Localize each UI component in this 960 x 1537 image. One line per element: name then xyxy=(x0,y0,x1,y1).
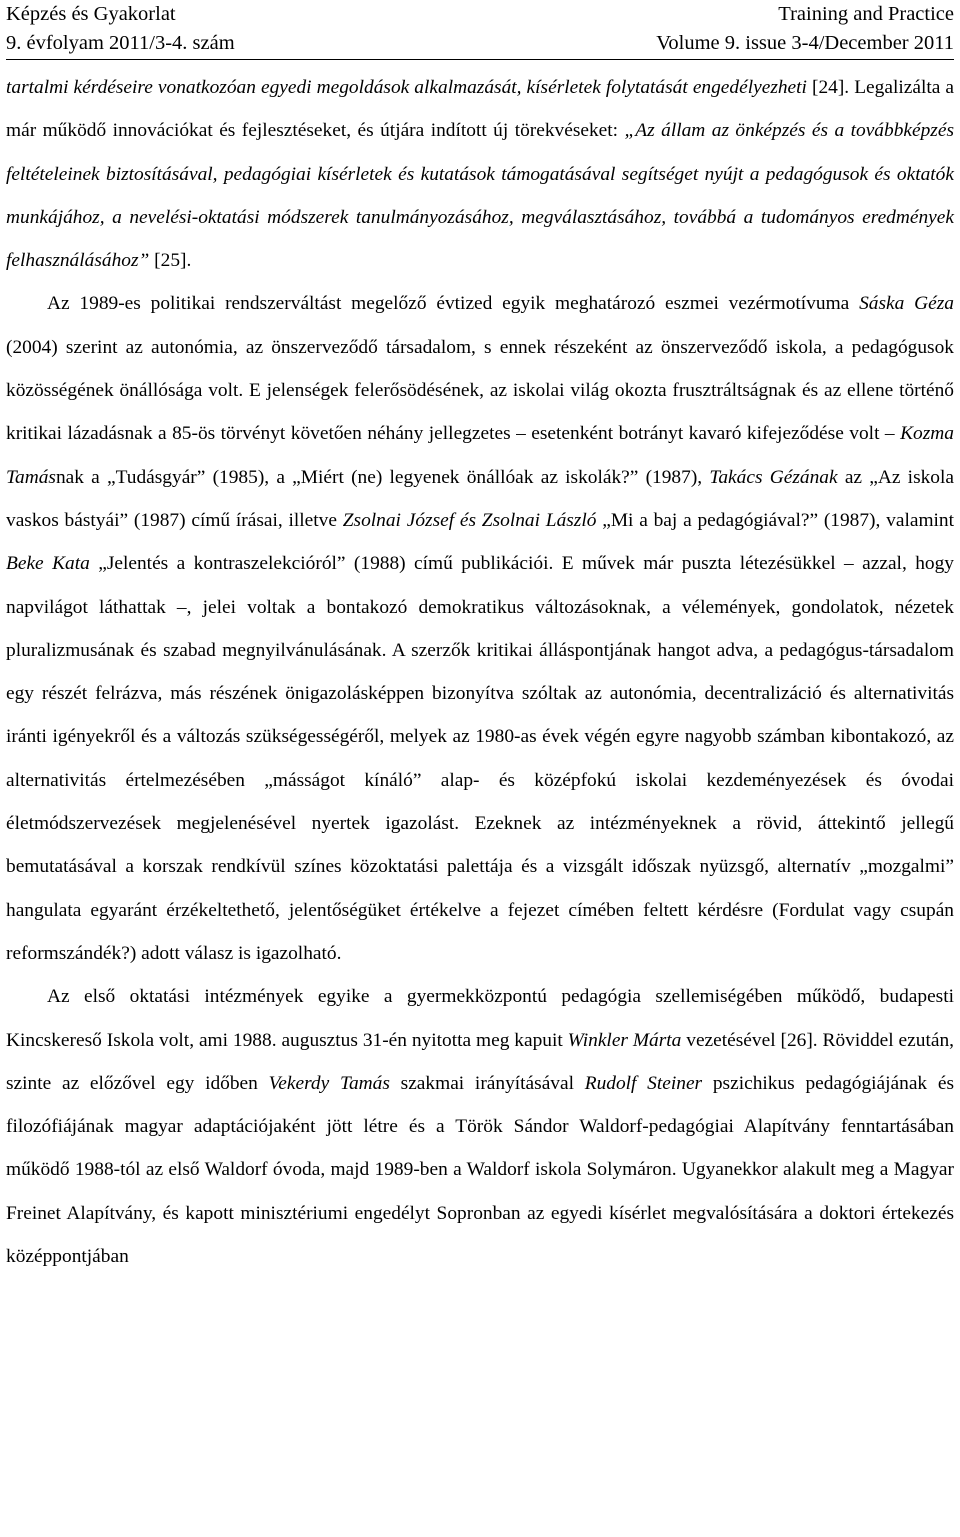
running-header-line-1 xyxy=(6,1,954,27)
volume-info-hu: 9. évfolyam 2011/3-4. szám xyxy=(6,32,235,54)
author-name: Kozma Tamás xyxy=(6,423,954,488)
paragraph-3 xyxy=(6,975,954,1278)
journal-title-hu: Képzés és Gyakorlat xyxy=(6,3,176,25)
header-divider xyxy=(6,59,954,60)
text-run: [24]. Legalizálta a már működő innovációkat és fejlesztéseket, és útjára indított új törekvéseket: xyxy=(6,77,954,142)
running-header-line-2 xyxy=(6,30,954,56)
author-name: Takács Gézának xyxy=(709,466,838,488)
text-run: „Mi a baj a pedagógiával?” (1987), valamint xyxy=(596,509,954,531)
person-name: Vekerdy Tamás xyxy=(268,1072,390,1094)
quote-text: „Az állam az önképzés és a továbbképzés feltételeinek biztosításával, pedagógiai kísérletek és kutatások támogatásával segítséget nyújt a pedagógusok és oktatók munkájához, a nevelési-oktatási módszerek tanulmányozásához, megválasztásához, továbbá a tudományos eredmények felhasználásához” xyxy=(6,120,954,272)
text-run: az „Az iskola vaskos bástyái” (1987) című írásai, illetve xyxy=(6,466,954,531)
quote-text: tartalmi kérdéseire vonatkozóan egyedi megoldások alkalmazását, kísérletek folytatását engedélyezheti xyxy=(6,77,807,98)
person-name: Rudolf Steiner xyxy=(584,1072,703,1094)
text-run: szakmai irányításával xyxy=(389,1072,585,1094)
text-run: Az 1989-es politikai rendszerváltást megelőző évtized egyik meghatározó eszmei vezérmotívuma xyxy=(47,293,860,315)
author-name: Zsolnai József és Zsolnai László xyxy=(342,509,597,531)
text-run: vezetésével [26]. Röviddel ezután, szinte az előzővel egy időben xyxy=(6,1029,954,1094)
article-body xyxy=(6,66,954,1278)
volume-info-en: Volume 9. issue 3-4/December 2011 xyxy=(656,32,954,54)
journal-title-en: Training and Practice xyxy=(778,3,954,25)
text-run: nak a „Tudásgyár” (1985), a „Miért (ne) legyenek önállóak az iskolák?” (1987), xyxy=(55,466,710,488)
text-run: „Jelentés a kontraszelekcióról” (1988) című publikációi. E művek már puszta létezésükkel – azzal, hogy napvilágot láthattak –, jelei voltak a bontakozó demokratikus változásoknak, a vélemények, gondolatok, nézetek pluralizmusának és szabad megnyilvánulásának. A szerzők kritikai álláspontjának hangot adva, a pedagógus-társadalom egy részét felrázva, más részének önigazolásképpen bizonyítva szóltak az autonómia, decentralizáció és alternativitás iránti igényekről és a változás szükségességéről, melyek az 1980-as évek végén egyre nagyobb számban kibontakozó, az alternativitás értelmezésében „másságot kínáló” alap- és középfokú iskolai kezdeményezések és óvodai életmódszervezések megjelenésével nyertek igazolást. Ezeknek az intézményeknek a rövid, áttekintő jellegű bemutatásával a korszak rendkívül színes közoktatási palettája és a vizsgált időszak nyüzsgő, alternatív „mozgalmi” hangulata egyaránt érzékeltethető, jelentőségüket értékelve a fejezet címében feltett kérdésre (Fordulat vagy csupán reformszándék?) adott válasz is igazolható. xyxy=(6,553,954,964)
paragraph-1 xyxy=(6,66,954,282)
text-run: (2004) szerint az autonómia, az önszerveződő társadalom, s ennek részeként az önszerveződő iskola, a pedagógusok közösségének önállósága volt. E jelenségek felerősödésének, az iskolai világ okozta frusztráltságnak és az ellene történő kritikai lázadásnak a 85-ös törvényt követően néhány jellegzetes – esetenként botrányt kavaró kifejeződése volt – xyxy=(6,336,954,445)
text-run: pszichikus pedagógiájának és filozófiájának magyar adaptációjaként jött létre és a Török Sándor Waldorf-pedagógiai Alapítvány fenntartásában működő 1988-tól az első Waldorf óvoda, majd 1989-ben a Waldorf iskola Solymáron. Ugyanekkor alakult meg a Magyar Freinet Alapítvány, és kapott minisztériumi engedélyt Sopronban az egyedi kísérlet megvalósítására a doktori értekezés középpontjában xyxy=(6,1072,955,1268)
author-name: Sáska Géza xyxy=(859,293,954,315)
citation: [25]. xyxy=(149,250,192,272)
text-run: Az első oktatási intézmények egyike a gyermekközpontú pedagógia szellemiségében működő, budapesti Kincskereső Iskola volt, ami 1988. augusztus 31-én nyitotta meg kapuit xyxy=(6,986,954,1051)
paragraph-2 xyxy=(6,282,954,975)
author-name: Beke Kata xyxy=(6,553,90,575)
person-name: Winkler Márta xyxy=(567,1029,682,1051)
